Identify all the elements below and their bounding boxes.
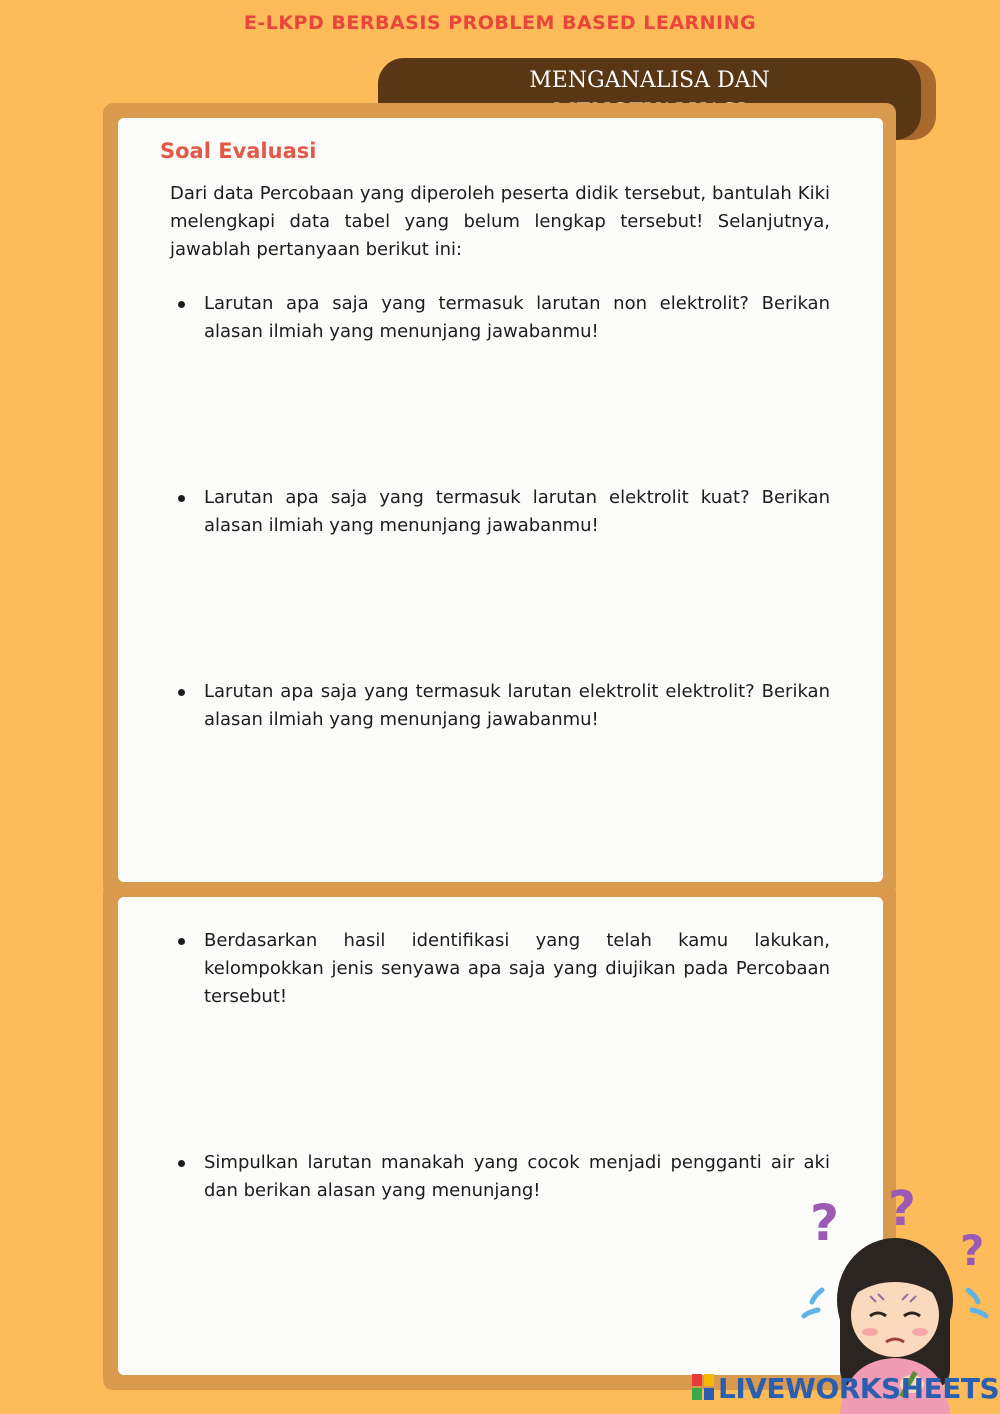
question-item <box>178 1149 830 1205</box>
evaluation-heading: Soal Evaluasi <box>160 139 317 163</box>
liveworksheets-watermark <box>692 1372 999 1408</box>
question-text: Simpulkan larutan manakah yang cocok menjadi pengganti air aki dan berikan alasan yang menunjang! <box>204 1152 830 1201</box>
bullet-icon <box>178 689 185 696</box>
question-item <box>178 484 830 540</box>
question-text: Larutan apa saja yang termasuk larutan non elektrolit? Berikan alasan ilmiah yang menunjang jawabanmu! <box>204 293 830 342</box>
question-item <box>178 290 830 346</box>
svg-text:?: ? <box>810 1194 840 1252</box>
question-text: Larutan apa saja yang termasuk larutan elektrolit kuat? Berikan alasan ilmiah yang menunjang jawabanmu! <box>204 487 830 536</box>
question-text: Larutan apa saja yang termasuk larutan elektrolit elektrolit? Berikan alasan ilmiah yang menunjang jawabanmu! <box>204 681 830 730</box>
svg-text:?: ? <box>960 1226 985 1275</box>
svg-text:?: ? <box>888 1181 916 1237</box>
question-text: Berdasarkan hasil identifikasi yang telah kamu lakukan, kelompokkan jenis senyawa apa saja yang diujikan pada Percobaan tersebut! <box>204 930 830 1007</box>
bullet-icon <box>178 301 185 308</box>
bullet-icon <box>178 1160 185 1167</box>
watermark-text: LIVEWORKSHEETS <box>718 1372 1000 1405</box>
question-item <box>178 678 830 734</box>
instructions-paragraph: Dari data Percobaan yang diperoleh peserta didik tersebut, bantulah Kiki melengkapi data tabel yang belum lengkap tersebut! Selanjutnya, jawablah pertanyaan berikut ini: <box>170 183 830 260</box>
question-item <box>178 927 830 1011</box>
bullet-icon <box>178 938 185 945</box>
document-header-title: E-LKPD BERBASIS PROBLEM BASED LEARNING <box>243 12 757 34</box>
liveworksheets-logo-icon <box>692 1374 714 1400</box>
bullet-icon <box>178 495 185 502</box>
section-badge-line1: MENGANALISA DAN <box>529 68 770 93</box>
